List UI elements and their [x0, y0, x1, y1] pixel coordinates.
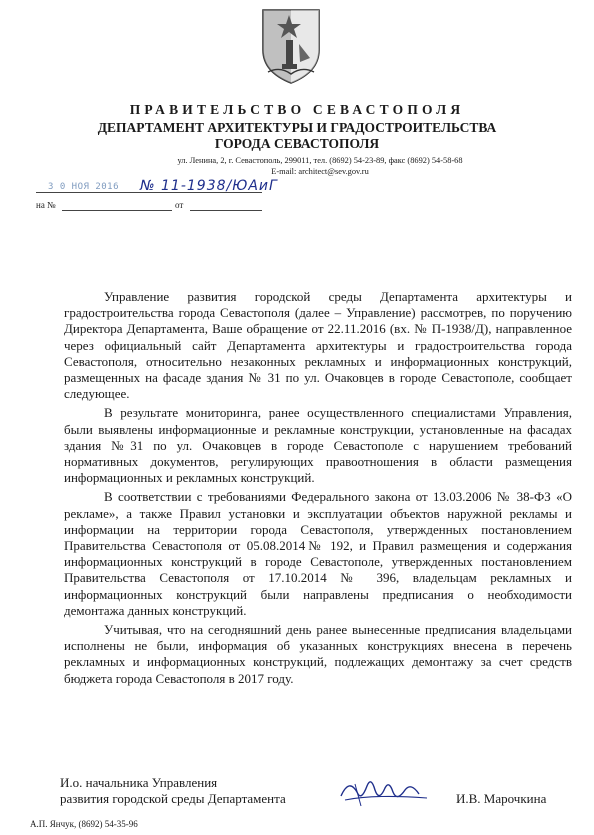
date-stamp: 3 0 НОЯ 2016: [48, 182, 120, 192]
body-paragraph-4: Учитывая, что на сегодняшний день ранее вынесенные предписания владельцами исполнены не были, информация об указанных конструкциях внесена в перечень рекламных и информационных конструкций, подлежащих демонтажу за счет средств бюджета города Севастополя в 2017 году.: [64, 622, 572, 686]
department-title: [0, 120, 594, 152]
department-address: ул. Ленина, 2, г. Севастополь, 299011, тел. (8692) 54-23-89, факс (8692) 54-58-68: [177, 156, 463, 165]
signatory-position-line2: развития городской среды Департамента: [60, 791, 286, 806]
reply-from-label: от: [175, 200, 184, 210]
department-title-line1: ДЕПАРТАМЕНТ АРХИТЕКТУРЫ И ГРАДОСТРОИТЕЛЬСТВА: [97, 120, 497, 135]
sevastopol-coat-of-arms-icon: [260, 6, 322, 86]
signatory-position-line1: И.о. начальника Управления: [60, 775, 218, 790]
letter-body: [64, 289, 572, 690]
department-title-line2: ГОРОДА СЕВАСТОПОЛЯ: [214, 136, 380, 151]
reply-from-date-line: [190, 210, 262, 211]
reply-to-label: на №: [36, 200, 56, 210]
body-paragraph-3: В соответствии с требованиями Федерального закона от 13.03.2006 № 38-ФЗ «О рекламе», а также Правил установки и эксплуатации объектов наружной рекламы и информации на территории города Севастополя, утвержденных постановлением Правительства Севастополя от 05.08.2014№ 192, и Правил размещения и содержания информационных конструкций в городе Севастополе, утвержденных постановлением Правительства Севастополя от 17.10.2014 № 396, владельцам рекламных и информационных конструкций были направлены предписания о необходимости демонтажа данных конструкций.: [64, 489, 572, 618]
department-email: E-mail: architect@sev.gov.ru: [271, 167, 369, 176]
reply-to-number-line: [62, 210, 172, 211]
body-paragraph-1: Управление развития городской среды Департамента архитектуры и градостроительства города Севастополя (далее – Управление) рассмотрев, по поручению Директора Департамента, Ваше обращение от 22.11.2016 (вх. № П-1938/Д), направленное через официальный сайт Департамента архитектуры и градостроительства города Севастополя, относительно незаконных рекламных и информационных конструкций, размещенных на фасаде здания № 31 по ул. Очаковцев в городе Севастополе, сообщает следующее.: [64, 289, 572, 402]
executor-contact: А.П. Янчук, (8692) 54-35-96: [30, 819, 138, 829]
government-title: ПРАВИТЕЛЬСТВО СЕВАСТОПОЛЯ: [129, 102, 465, 117]
signatory-name: И.В. Марочкина: [456, 791, 547, 806]
signatory-position: [60, 775, 286, 807]
handwritten-signature-icon: [335, 772, 435, 812]
body-paragraph-2: В результате мониторинга, ранее осуществленного специалистами Управления, были выявлены информационные и рекламные конструкции, установленные на фасадах здания №31 по ул. Очаковцев в городе Севастополе с нарушением требований нормативных документов, регулирующих правоотношения в области размещения информационных и рекламных конструкций.: [64, 405, 572, 486]
outgoing-number: № 11-1938/ЮАиГ: [140, 178, 278, 194]
outgoing-date-line: [36, 192, 140, 193]
